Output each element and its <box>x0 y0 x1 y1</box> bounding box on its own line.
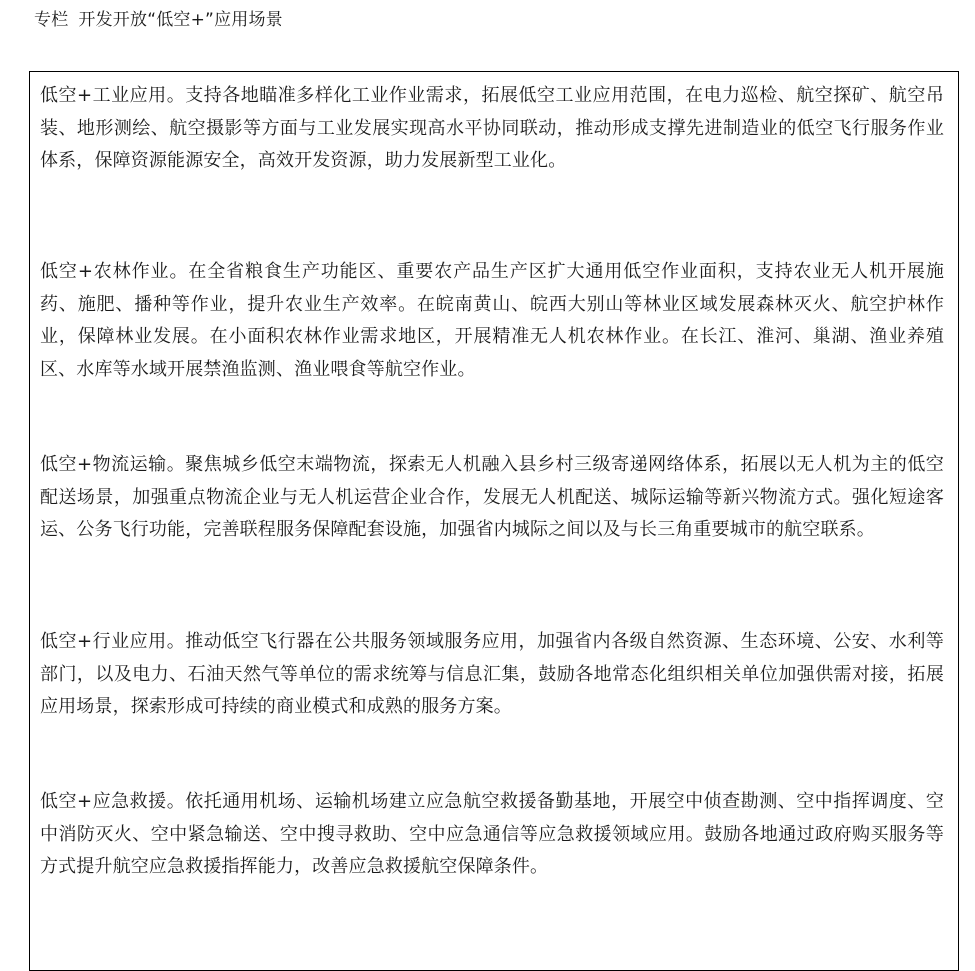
paragraph-agriculture-forestry: 低空+农林作业。在全省粮食生产功能区、重要农产品生产区扩大通用低空作业面积，支持农业无人机开展施药、施肥、播种等作业，提升农业生产效率。在皖南黄山、皖西大别山等林业区域发展森林灭火、航空护林作业，保障林业发展。在小面积农林作业需求地区，开展精准无人机农林作业。在长江、淮河、巢湖、渔业养殖区、水库等水域开展禁渔监测、渔业喂食等航空作业。 <box>40 261 944 380</box>
column-title: 开发开放“低空+”应用场景 <box>78 10 283 30</box>
column-content-box <box>29 71 959 971</box>
column-label: 专栏 <box>34 10 69 30</box>
paragraph-emergency-rescue: 低空+应急救援。依托通用机场、运输机场建立应急航空救援备勤基地，开展空中侦查勘测、空中指挥调度、空中消防灭火、空中紧急输送、空中搜寻救助、空中应急通信等应急救援领域应用。鼓励各地通过政府购买服务等方式提升航空应急救援指挥能力，改善应急救援航空保障条件。 <box>40 791 944 877</box>
paragraph-industrial-application: 低空+工业应用。支持各地瞄准多样化工业作业需求，拓展低空工业应用范围，在电力巡检、航空探矿、航空吊装、地形测绘、航空摄影等方面与工业发展实现高水平协同联动，推动形成支撑先进制造业的低空飞行服务作业体系，保障资源能源安全，高效开发资源，助力发展新型工业化。 <box>40 85 944 171</box>
paragraph-industry-application: 低空+行业应用。推动低空飞行器在公共服务领域服务应用，加强省内各级自然资源、生态环境、公安、水利等部门，以及电力、石油天然气等单位的需求统筹与信息汇集，鼓励各地常态化组织相关单位加强供需对接，拓展应用场景，探索形成可持续的商业模式和成熟的服务方案。 <box>40 631 944 717</box>
paragraph-logistics-transport: 低空+物流运输。聚焦城乡低空末端物流，探索无人机融入县乡村三级寄递网络体系，拓展以无人机为主的低空配送场景，加强重点物流企业与无人机运营企业合作，发展无人机配送、城际运输等新兴物流方式。强化短途客运、公务飞行功能，完善联程服务保障配套设施，加强省内城际之间以及与长三角重要城市的航空联系。 <box>40 454 944 540</box>
column-heading <box>34 6 283 34</box>
